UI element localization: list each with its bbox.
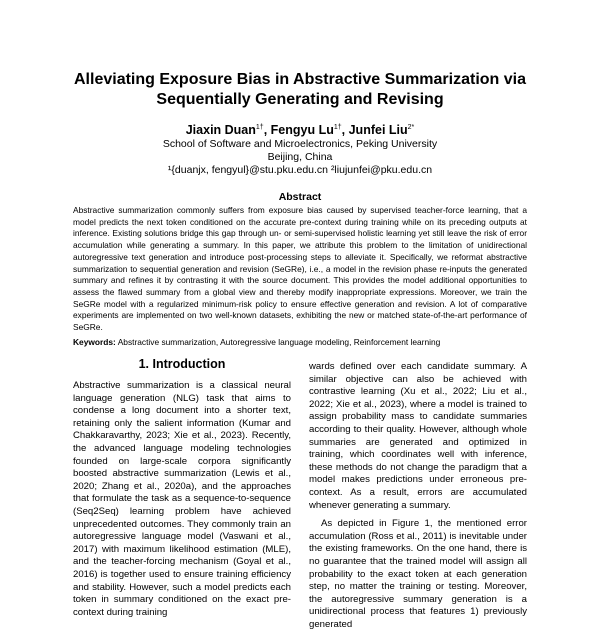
abstract-text: Abstractive summarization commonly suffers from exposure bias caused by supervised teacher-force learning, that a model predicts the next token conditioned on the accurate pre-context during training while on its preceding outputs at inference. Existing solutions bridge this gap through un- or semi-supervised holistic learning yet still leave the risk of error accumulation while generating a summary. In this paper, we attribute this problem to the limitation of unidirectional autoregressive text generation and introduce post-processing steps to alleviate it. Specifically, we reformat abstractive summarization to sequential generation and revision (SeGRe), i.e., a model in the revision phase re-inputs the generated summary and refines it by contrasting it with the source document. This provides the model additional opportunities to assess the flawed summary from a global view and thereby modify inappropriate expressions. Moreover, we train the SeGRe model with a regularized minimum-risk policy to ensure effective generation and revision. A lot of comparative experiments are implemented on two well-known datasets, exhibiting the new or matched state-of-the-art performance of SeGRe. <box>73 205 527 333</box>
author-name: Fengyu Lu <box>270 123 334 137</box>
author-sup: 1† <box>333 123 342 131</box>
affiliation: School of Software and Microelectronics, Peking University <box>162 138 438 150</box>
intro-paragraph: As depicted in Figure 1, the mentioned error accumulation (Ross et al., 2011) is inevitable under the existing frameworks. On the one hand, there is no guarantee that the trained model will assign all probability to the exact token at each generation step, no matter the training or testing. Moreover, the autoregressive summary generation is a unidirectional process that features 1) previously generated <box>309 518 527 630</box>
keywords-label: Keywords: <box>73 337 116 347</box>
author-sup: 1† <box>255 123 264 131</box>
title-line-1: Alleviating Exposure Bias in Abstractive Summarization via <box>74 71 526 88</box>
paper-title <box>40 70 560 110</box>
intro-right-column <box>309 361 527 641</box>
intro-paragraph: wards defined over each candidate summary. A similar objective can also be achieved with contrastive learning (Xu et al., 2022; Liu et al., 2022; Xie et al., 2023), where a model is trained to assign probability mass to candidate summaries according to their quality. However, although whole summaries are generated and optimized in training, which coordinates well with inference, these methods do not change the paradigm that a model makes predictions under erroneous pre-context. As a result, errors are accumulated whenever generating a summary. <box>309 361 527 511</box>
author-name: Jiaxin Duan <box>185 123 256 137</box>
emails: ¹{duanjx, fengyul}@stu.pku.edu.cn ²liujunfei@pku.edu.cn <box>167 164 433 176</box>
author-sup: 2* <box>407 123 415 131</box>
intro-left-column: Abstractive summarization is a classical neural language generation (NLG) task that aims to condense a long document into a shorter text, retaining only the salient information (Kumar and Chakkaravarthy, 2023; Xie et al., 2023). Recently, the advanced language modeling technologies founded on large-scale corpora significantly boosted abstractive summarization (Lewis et al., 2020; Zhang et al., 2020a), and the approaches that formulate the task as a sequence-to-sequence (Seq2Seq) learning problem have achieved unprecedented outcomes. They commonly train an autoregressive language model (Vaswani et al., 2017) with maximum likelihood estimation (MLE), and the teacher-forcing mechanism (Goyal et al., 2016) is together used to ensure training efficiency and stability. However, such a model predicts each token in summary conditioned on the exact pre-context during training <box>73 380 291 618</box>
title-line-2: Sequentially Generating and Revising <box>156 91 444 108</box>
keywords <box>73 337 527 348</box>
author-list: Jiaxin Duan$^{1\dagger}$, Fengyu $Lu^{1\dagger}$, Junfei Liu$^{2*}$ <box>185 123 415 137</box>
location: Beijing, China <box>267 151 333 163</box>
section-heading: 1. Introduction <box>138 357 226 371</box>
keywords-text: Abstractive summarization, Autoregressive language modeling, Reinforcement learning <box>117 337 441 347</box>
author-name: Junfei Liu <box>348 123 408 137</box>
abstract-heading: Abstract <box>278 191 322 203</box>
